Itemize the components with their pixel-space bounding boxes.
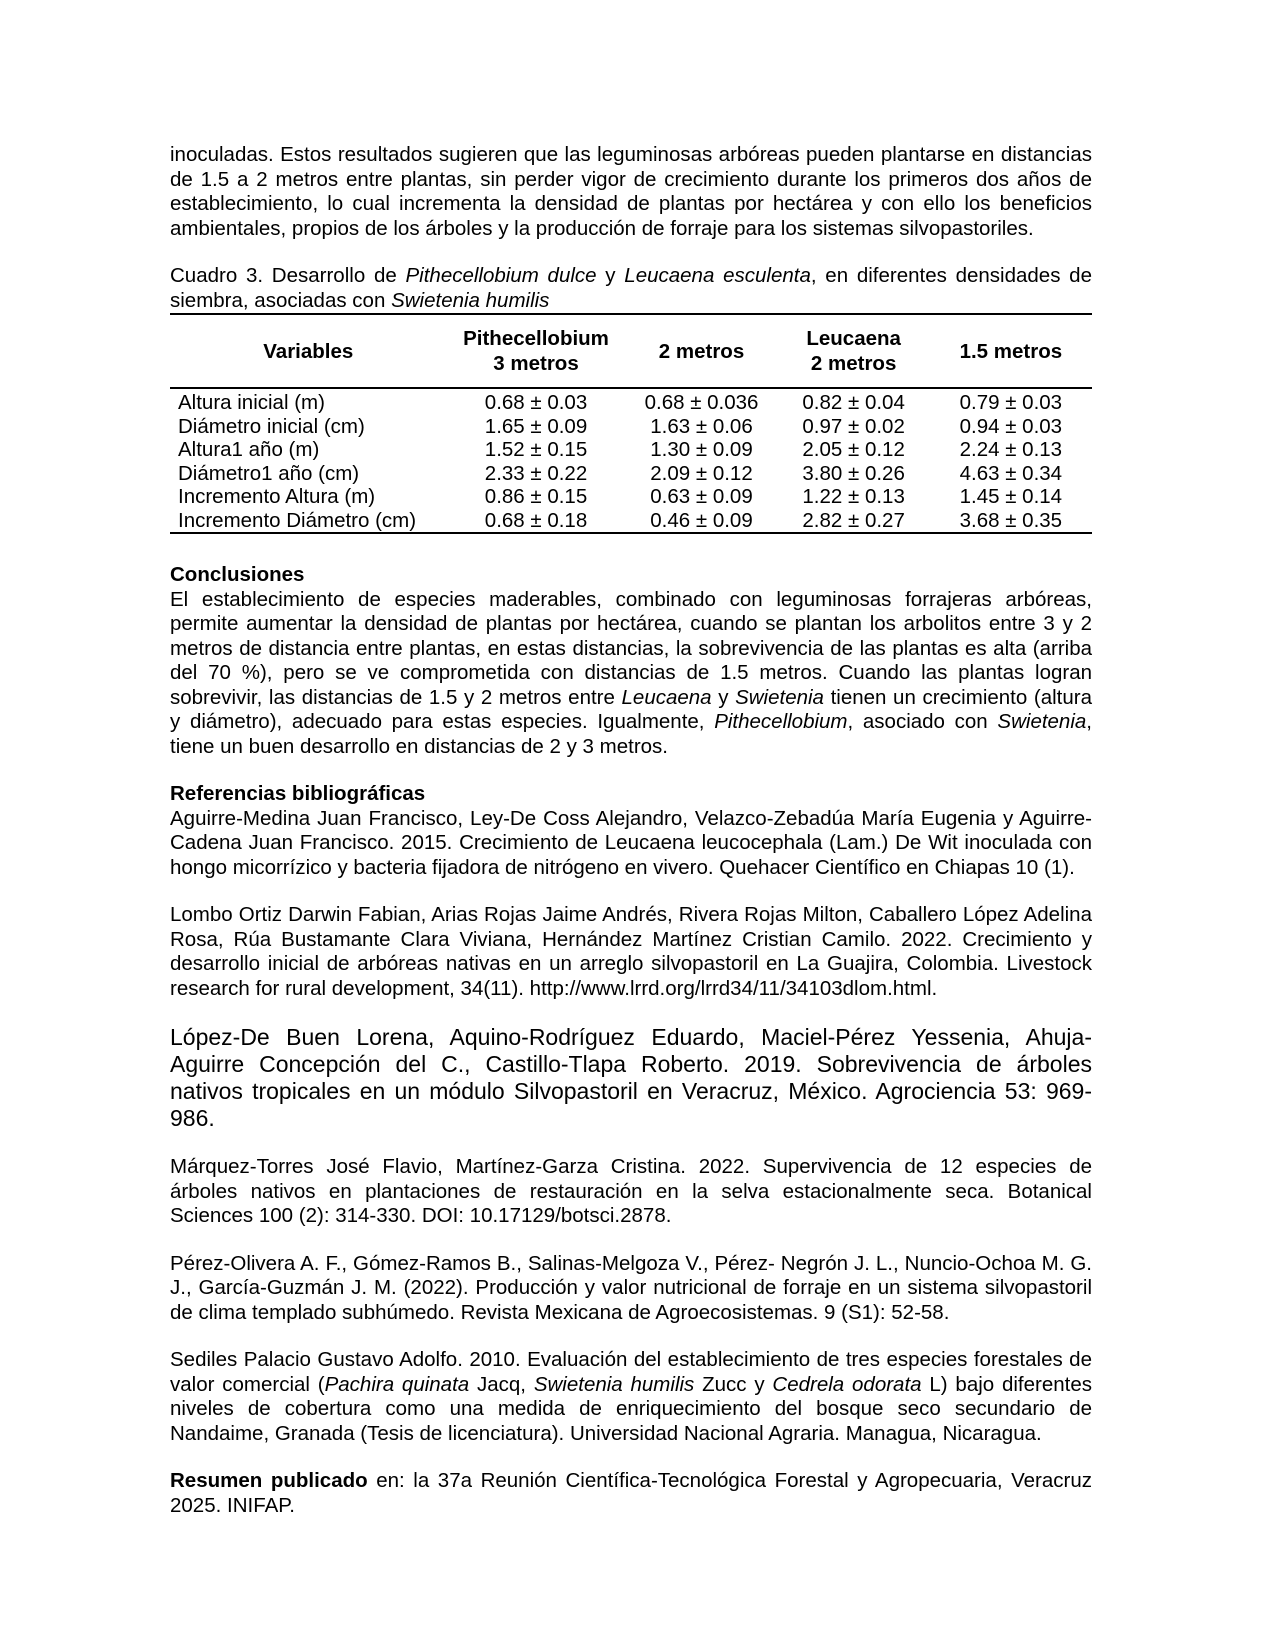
table-cell: 0.46 ± 0.09 — [650, 508, 753, 532]
row-label: Incremento Altura (m) — [178, 485, 376, 508]
table-caption — [170, 264, 1092, 313]
reference-item-5 — [170, 1252, 1092, 1326]
col-header-leucaena-2m: Leucaena 2 metros — [778, 314, 930, 388]
italic-run: Pithecellobium — [714, 710, 848, 733]
italic-run: Leucaena — [621, 685, 712, 709]
table-cell: 1.30 ± 0.09 — [650, 438, 753, 461]
italic-run: Swietenia humilis — [533, 1372, 695, 1396]
text-run: , en diferentes densidades de siembra, asociadas con — [170, 264, 1092, 312]
table-cell: 4.63 ± 0.34 — [959, 461, 1063, 485]
table-cell: 1.65 ± 0.09 — [484, 414, 588, 438]
table-cell: 0.97 ± 0.02 — [802, 414, 905, 438]
row-label: Diámetro inicial (cm) — [178, 414, 365, 438]
col-header-2m: 2 metros — [625, 314, 777, 388]
table-cell: 1.63 ± 0.06 — [650, 414, 753, 438]
cuadro3-table — [170, 313, 1092, 534]
table-header — [170, 314, 1092, 388]
reference-item-6 — [170, 1348, 1092, 1446]
table-cell: 2.05 ± 0.12 — [802, 438, 905, 461]
text-run: Sediles Palacio Gustavo Adolfo. 2010. Evaluación del establecimiento de tres especies forestales de valor comercial ( — [170, 1348, 1092, 1396]
row-label: Incremento Diámetro (cm) — [178, 508, 417, 532]
table-cell: 3.80 ± 0.26 — [802, 461, 905, 485]
text-run: L) bajo diferentes niveles de cobertura como una medida de enriquecimiento del bosque seco secundario de Nandaime, Granada (Tesis de licenciatura). Universidad Nacional Agraria. Managua, Nicaragua. — [170, 1372, 1093, 1445]
reference-item-1 — [170, 807, 1092, 881]
text-run: , asociado con — [847, 710, 998, 733]
col-header-pithecellobium-3m: Pithecellobium 3 metros — [447, 314, 626, 388]
row-label: Altura1 año (m) — [178, 438, 320, 461]
text-run: y — [711, 685, 736, 709]
text-run: Pérez-Olivera A. F., Gómez-Ramos B., Salinas-Melgoza V., Pérez- Negrón J. L., Nuncio-Ochoa M. G. J., García-Guzmán J. M. (2022). Producción y valor nutricional de forraje en un sistema silvopastoril de clima templado subhúmedo. Revista Mexicana de Agroecosistemas. 9 (S1): 52-58. — [170, 1251, 1092, 1324]
text-run: Lombo Ortiz Darwin Fabian, Arias Rojas Jaime Andrés, Rivera Rojas Milton, Caballero López Adelina Rosa, Rúa Bustamante Clara Viviana, Hernández Martínez Cristian Camilo. 2022. Crecimiento y desarrollo inicial de arbóreas nativas en un arreglo silvopastoril en La Guajira, Colombia. Livestock research for rural development, 34(11). http://www.lrrd.org/lrrd34/11/34103dlom.html. — [170, 903, 1092, 1000]
conclusions-paragraph — [170, 588, 1092, 760]
row-label: Altura inicial (m) — [178, 391, 325, 414]
summary-note — [170, 1469, 1092, 1518]
italic-run: Leucaena esculenta — [624, 264, 811, 287]
table-row — [170, 388, 1092, 415]
italic-run: Pachira quinata — [324, 1372, 470, 1396]
text-run: tienen un crecimiento (altura y diámetro), adecuado para estas especies. Igualmente, — [170, 685, 1092, 733]
table-cell: 0.68 ± 0.036 — [644, 391, 759, 414]
table-cell: 2.33 ± 0.22 — [484, 461, 588, 485]
page-content — [170, 143, 1092, 1541]
italic-run: Cedrela odorata — [772, 1372, 922, 1396]
table-cell: 2.09 ± 0.12 — [650, 461, 753, 485]
text-run: Jacq, — [469, 1372, 534, 1396]
text-run: El establecimiento de especies maderables, combinado con leguminosas forrajeras arbóreas, permite aumentar la densidad de plantas por hectárea, cuando se plantan los arbolitos entre 3 y 2 metros de distancia entre plantas, en estas distancias, la sobrevivencia de las plantas es alta (arriba del 70 %), pero se ve comprometida con distancias de 1.5 metros. Cuando las plantas logran sobrevivir, las distancias de 1.5 y 2 metros entre — [170, 587, 1092, 709]
text-run: Zucc y — [694, 1372, 773, 1396]
table-row — [170, 485, 1092, 509]
italic-run: Swietenia — [997, 710, 1087, 733]
table-row — [170, 438, 1092, 462]
references-heading: Referencias bibliográficas — [170, 782, 426, 805]
table-row — [170, 509, 1092, 534]
text-run: en: la 37a Reunión Científica-Tecnológica Forestal y Agropecuaria, Veracruz 2025. INIFAP. — [170, 1469, 1092, 1517]
italic-run: Swietenia — [735, 685, 824, 709]
italic-run: Swietenia humilis — [391, 288, 550, 312]
text-run: y — [596, 264, 625, 287]
col-header-1-5m: 1.5 metros — [930, 314, 1092, 388]
intro-paragraph: inoculadas. Estos resultados sugieren que las leguminosas arbóreas pueden plantarse en distancias de 1.5 a 2 metros entre plantas, sin perder vigor de crecimiento durante los primeros dos años de establecimiento, lo cual incrementa la densidad de plantas por hectárea y con ello los beneficios ambientales, propios de los árboles y la producción de forraje para los sistemas silvopastoriles. — [170, 143, 1092, 240]
table-cell: 1.45 ± 0.14 — [959, 485, 1063, 508]
table-cell: 0.86 ± 0.15 — [484, 485, 588, 508]
table-body — [170, 388, 1092, 533]
conclusions-heading: Conclusiones — [170, 563, 305, 586]
text-run: López-De Buen Lorena, Aquino-Rodríguez Eduardo, Maciel-Pérez Yessenia, Ahuja-Aguirre Concepción del C., Castillo-Tlapa Roberto. 2019. Sobrevivencia de árboles nativos tropicales en un módulo Silvopastoril en Veracruz, México. Agrociencia 53: 969-986. — [170, 1024, 1092, 1131]
text-run: Aguirre-Medina Juan Francisco, Ley-De Coss Alejandro, Velazco-Zebadúa María Eugenia y Aguirre-Cadena Juan Francisco. 2015. Crecimiento de Leucaena leucocephala (Lam.) De Wit inoculada con hongo micorrízico y bacteria fijadora de nitrógeno en vivero. Quehacer Científico en Chiapas 10 (1). — [170, 806, 1092, 879]
table-cell: 2.82 ± 0.27 — [802, 508, 905, 532]
table-cell: 1.52 ± 0.15 — [484, 438, 588, 461]
table-cell: 0.79 ± 0.03 — [959, 391, 1063, 414]
reference-item-3 — [170, 1024, 1092, 1132]
row-label: Diámetro1 año (cm) — [178, 461, 360, 485]
bold-run: Resumen publicado — [170, 1469, 368, 1492]
reference-item-2 — [170, 903, 1092, 1001]
table-cell: 0.94 ± 0.03 — [959, 414, 1063, 438]
table-cell: 0.68 ± 0.18 — [484, 508, 588, 532]
text-run: , tiene un buen desarrollo en distancias de 2 y 3 metros. — [170, 710, 1092, 758]
table-row — [170, 462, 1092, 486]
reference-item-4 — [170, 1155, 1092, 1229]
text-run: Cuadro 3. Desarrollo de — [170, 264, 406, 287]
table-header-row — [170, 314, 1092, 388]
table-cell: 3.68 ± 0.35 — [959, 508, 1063, 532]
table-cell: 1.22 ± 0.13 — [802, 485, 905, 508]
table-row — [170, 415, 1092, 439]
table-cell: 2.24 ± 0.13 — [959, 438, 1063, 461]
col-header-variables: Variables — [170, 314, 447, 388]
text-run: Márquez-Torres José Flavio, Martínez-Garza Cristina. 2022. Supervivencia de 12 especies de árboles nativos en plantaciones de restauración en la selva estacionalmente seca. Botanical Sciences 100 (2): 314-330. DOI: 10.17129/botsci.2878. — [170, 1155, 1092, 1227]
table-cell: 0.82 ± 0.04 — [802, 391, 905, 414]
table-cell: 0.68 ± 0.03 — [484, 391, 588, 414]
table-cell: 0.63 ± 0.09 — [650, 485, 753, 508]
italic-run: Pithecellobium dulce — [405, 264, 597, 287]
